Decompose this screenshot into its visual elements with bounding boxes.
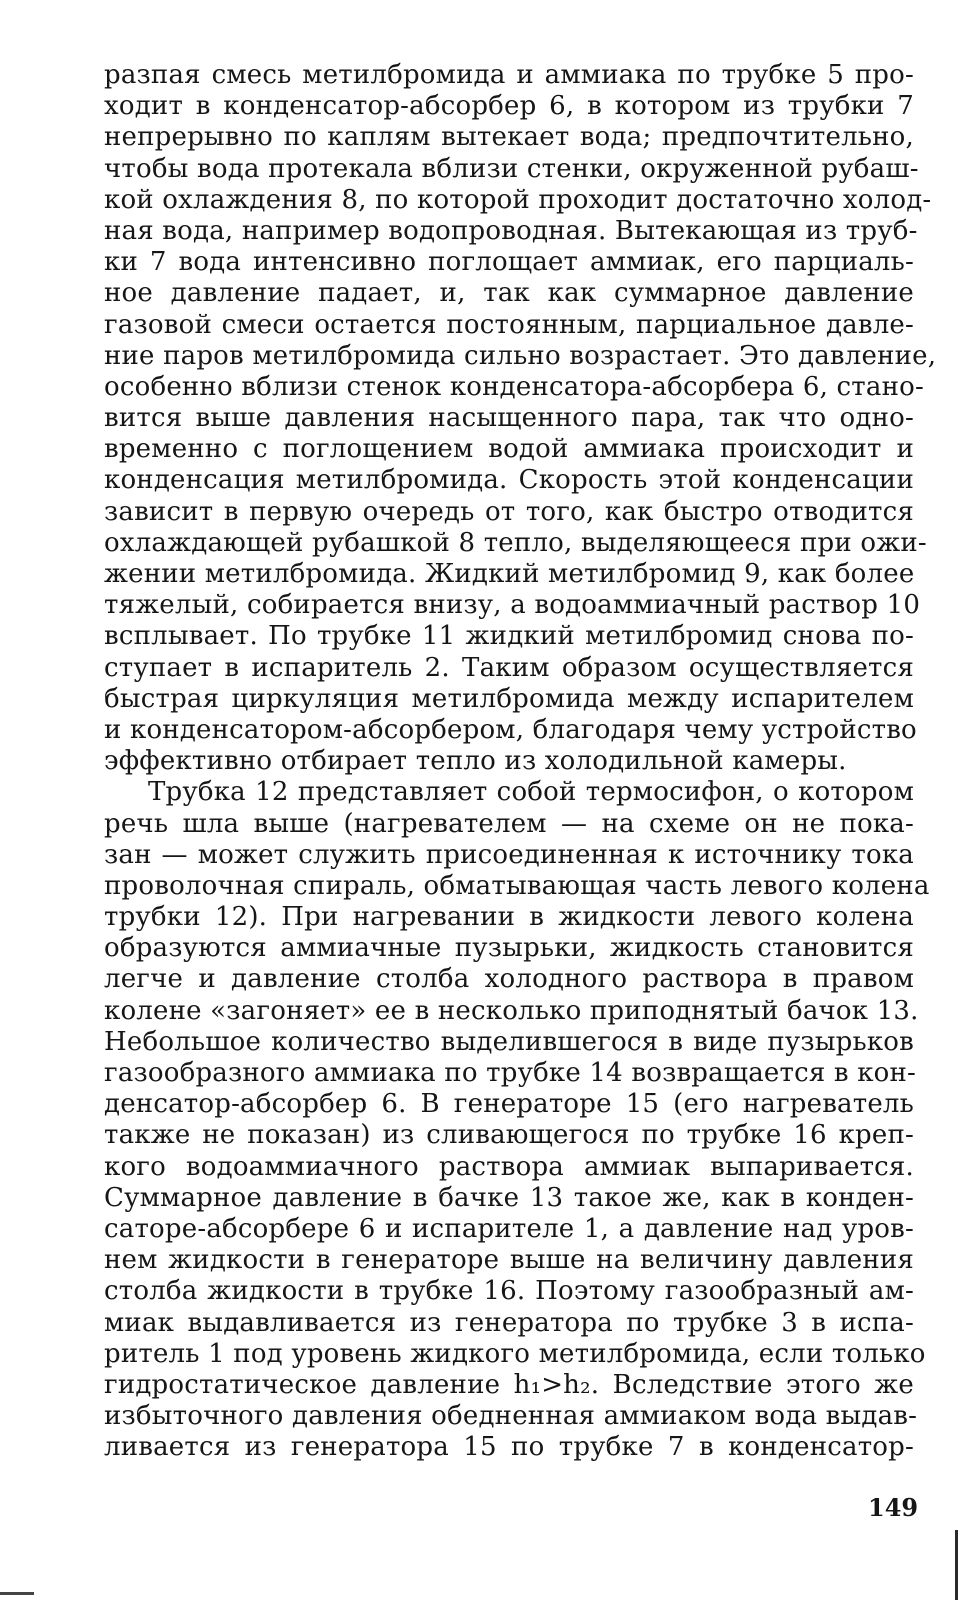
text-line: колене «загоняет» ее в несколько приподнятый бачок 13. <box>104 995 919 1026</box>
text-line: охлаждающей рубашкой 8 тепло, выделяющееся при ожи- <box>104 527 927 558</box>
paragraph-1 <box>104 60 937 777</box>
text-line: эффективно отбирает тепло из холодильной камеры. <box>104 746 847 777</box>
text-line: особенно вблизи стенок конденсатора-абсорбера 6, стано- <box>104 371 924 402</box>
text-line: разпая смесь метилбромида и аммиака по трубке 5 про- <box>104 60 914 90</box>
text-line: всплывает. По трубке 11 жидкий метилбромид снова по- <box>104 621 914 652</box>
text-line: тяжелый, собирается внизу, а водоаммиачный раствор 10 <box>104 590 921 621</box>
text-line: чтобы вода протекала вблизи стенки, окруженной рубаш- <box>104 153 919 184</box>
text-line: денсатор-абсорбер 6. В генераторе 15 (его нагреватель <box>104 1089 914 1120</box>
text-line: быстрая циркуляция метилбромида между испарителем <box>104 683 914 714</box>
text-line: зависит в первую очередь от того, как быстро отводится <box>104 496 914 527</box>
text-line: гидростатическое давление h₁>h₂. Вследствие этого же <box>104 1369 914 1400</box>
text-line: газообразного аммиака по трубке 14 возвращается в кон- <box>104 1058 917 1088</box>
page-body-text <box>104 60 937 1463</box>
text-line: речь шла выше (нагревателем — на схеме он не пока- <box>104 808 914 839</box>
page-number: 149 <box>868 1493 919 1522</box>
text-line: непрерывно по каплям вытекает вода; предпочтительно, <box>104 122 914 153</box>
text-line: и конденсатором-абсорбером, благодаря чему устройство <box>104 714 917 745</box>
text-line: ние паров метилбромида сильно возрастает. Это давление, <box>104 340 937 371</box>
text-line: ная вода, например водопроводная. Вытекающая из труб- <box>104 215 918 246</box>
text-line: образуются аммиачные пузырьки, жидкость становится <box>104 933 914 964</box>
text-line: ступает в испаритель 2. Таким образом осуществляется <box>104 652 914 683</box>
text-line: ритель 1 под уровень жидкого метилбромида, если только <box>104 1338 926 1369</box>
paragraph-2 <box>104 777 930 1463</box>
text-line: жении метилбромида. Жидкий метилбромид 9, как более <box>104 559 915 589</box>
text-line: Трубка 12 представляет собой термосифон, о котором <box>148 777 914 808</box>
text-line: ное давление падает, и, так как суммарное давление <box>104 278 914 309</box>
text-line: вится выше давления насыщенного пара, так что одно- <box>104 403 914 434</box>
text-line: Суммарное давление в бачке 13 такое же, как в конден- <box>104 1182 914 1213</box>
text-line: Небольшое количество выделившегося в виде пузырьков <box>104 1026 914 1057</box>
scan-edge-line <box>955 1530 958 1600</box>
text-line: ки 7 вода интенсивно поглощает аммиак, его парциаль- <box>104 247 914 278</box>
text-line: нем жидкости в генераторе выше на величину давления <box>104 1245 914 1276</box>
text-line: кого водоаммиачного раствора аммиак выпаривается. <box>104 1151 914 1182</box>
text-line: также не показан) из сливающегося по трубке 16 креп- <box>104 1120 914 1151</box>
text-line: столба жидкости в трубке 16. Поэтому газообразный ам- <box>104 1276 914 1307</box>
text-line: миак выдавливается из генератора по трубке 3 в испа- <box>104 1307 914 1338</box>
text-line: ливается из генератора 15 по трубке 7 в конденсатор- <box>104 1432 914 1463</box>
text-line: кой охлаждения 8, по которой проходит достаточно холод- <box>104 184 932 215</box>
text-line: газовой смеси остается постоянным, парциальное давле- <box>104 309 914 340</box>
text-line: трубки 12). При нагревании в жидкости левого колена <box>104 902 914 933</box>
text-line: конденсация метилбромида. Скорость этой конденсации <box>104 465 914 496</box>
scan-artifact <box>0 1592 34 1595</box>
text-line: проволочная спираль, обматывающая часть левого колена <box>104 870 930 901</box>
text-line: зан — может служить присоединенная к источнику тока <box>104 839 914 870</box>
text-line: временно с поглощением водой аммиака происходит и <box>104 434 914 465</box>
text-line: избыточного давления обедненная аммиаком вода выдав- <box>104 1401 918 1432</box>
text-line: саторе-абсорбере 6 и испарителе 1, а давление над уров- <box>104 1213 914 1244</box>
text-line: ходит в конденсатор-абсорбер 6, в котором из трубки 7 <box>104 91 914 122</box>
text-line: легче и давление столба холодного раствора в правом <box>104 964 914 995</box>
